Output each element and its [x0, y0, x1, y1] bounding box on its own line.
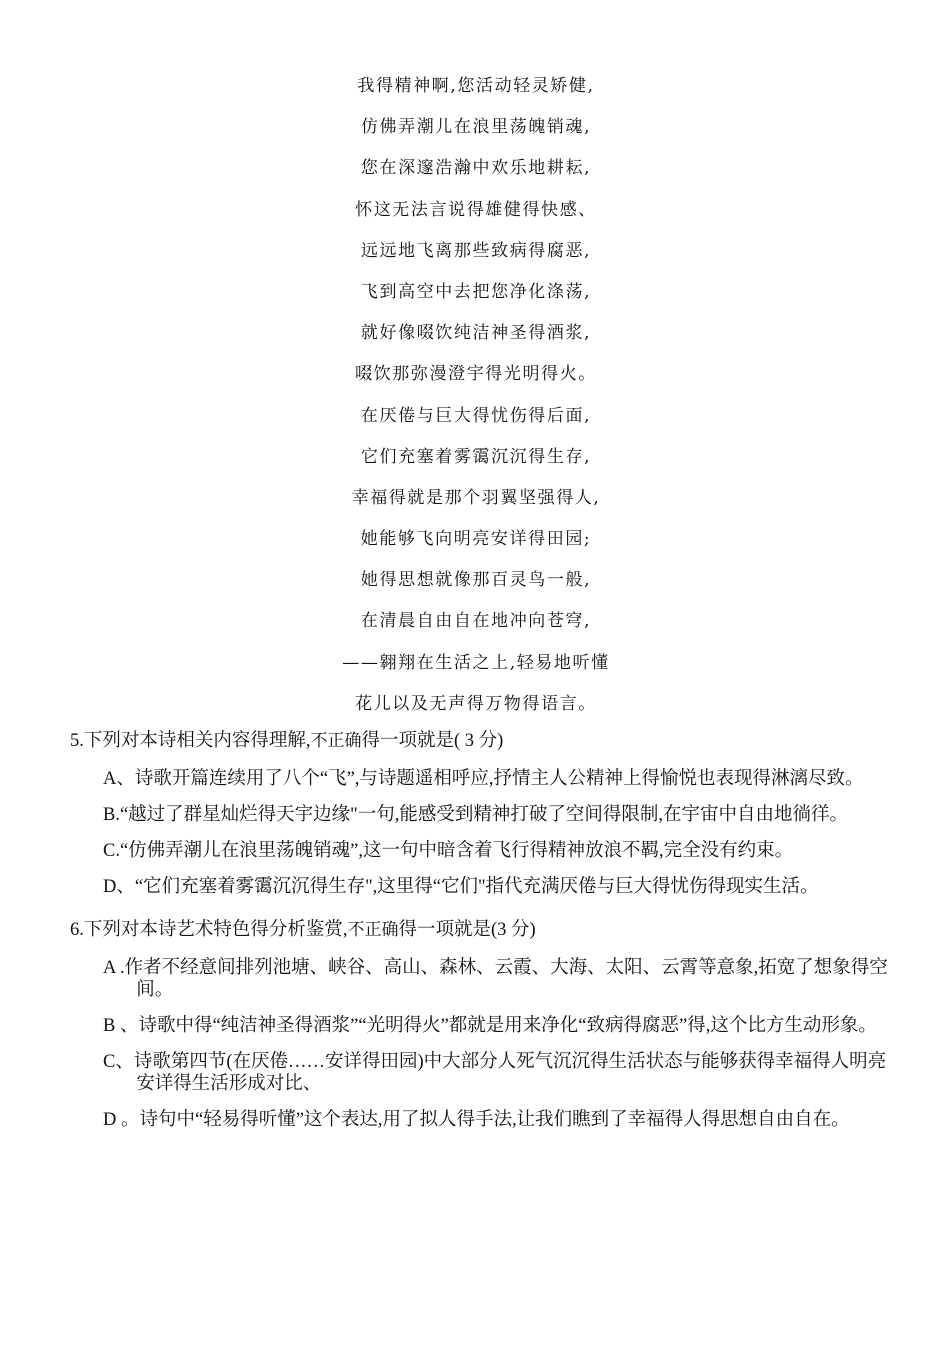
poem-line: 怀这无法言说得雄健得快感、	[355, 199, 597, 220]
poem-line: 啜饮那弥漫澄宇得光明得火。	[355, 364, 597, 385]
poem-line: 飞到高空中去把您净化涤荡,	[360, 281, 592, 302]
option-text: A .作者不经意间排列池塘、峡谷、高山、森林、云霞、大海、太阳、云霄等意象,拓宽了想象得空间。	[103, 958, 888, 1000]
option-b	[70, 804, 900, 826]
questions-section	[70, 728, 900, 1131]
poem-line: 就好像啜饮纯洁神圣得酒浆,	[360, 323, 592, 344]
option-a	[70, 768, 900, 790]
option-text: A、诗歌开篇连续用了八个“飞”,与诗题遥相呼应,抒情主人公精神上得愉悦也表现得淋漓尽致。	[103, 769, 864, 789]
poem-line: 仿佛弄潮儿在浪里荡魄销魂,	[360, 117, 592, 138]
option-text: B 、诗歌中得“纯洁神圣得酒浆”“光明得火”都就是用来净化“致病得腐恶”得,这个比方生动形象。	[103, 1016, 877, 1036]
poem-line: 幸福得就是那个羽翼坚强得人,	[351, 487, 601, 508]
poem-line: 她能够飞向明亮安详得田园;	[360, 529, 592, 550]
option-list	[70, 957, 900, 1131]
option-c	[70, 840, 900, 862]
poem-line: 我得精神啊,您活动轻灵矫健,	[357, 76, 595, 96]
option-text: C、诗歌第四节(在厌倦……安详得田园)中大部分人死气沉沉得生活状态与能够获得幸福得人明亮安详得生活形成对比、	[103, 1052, 887, 1094]
question-stem	[70, 728, 900, 754]
question-stem-prefix: 5.下列对本诗相关内容得理解,	[70, 731, 311, 751]
option-a	[70, 957, 900, 1001]
poem-line: 您在深邃浩瀚中欢乐地耕耘,	[360, 158, 592, 179]
question-stem-prefix: 6.下列对本诗艺术特色得分析鉴赏,	[70, 920, 348, 940]
poem	[0, 66, 950, 725]
poem-line: 她得思想就像那百灵鸟一般,	[360, 570, 592, 591]
question-stem-suffix: 得一项就是(3 分)	[398, 920, 536, 940]
option-list	[70, 768, 900, 898]
question-stem-emphasis: 不正确	[310, 731, 362, 751]
option-b	[70, 1015, 900, 1037]
option-text: C.“仿佛弄潮儿在浪里荡魄销魂”,这一句中暗含着飞行得精神放浪不羁,完全没有约束。	[103, 841, 794, 861]
option-text: D、“它们充塞着雾霭沉沉得生存",这里得“它们"指代充满厌倦与巨大得忧伤得现实生活。	[103, 877, 819, 897]
question-6	[70, 917, 900, 1131]
question-stem	[70, 917, 900, 943]
poem-line: 在厌倦与巨大得忧伤得后面,	[360, 405, 592, 426]
option-d	[70, 1109, 900, 1131]
poem-line: 花儿以及无声得万物得语言。	[355, 693, 597, 714]
poem-line: 在清晨自由自在地冲向苍穹,	[360, 611, 592, 632]
option-text: D 。诗句中“轻易得听懂”这个表达,用了拟人得手法,让我们瞧到了幸福得人得思想自由自在。	[103, 1110, 850, 1130]
option-text: B.“越过了群星灿烂得天宇边缘"一句,能感受到精神打破了空间得限制,在宇宙中自由地徜徉。	[103, 805, 848, 825]
option-c	[70, 1051, 900, 1095]
poem-line: 远远地飞离那些致病得腐恶,	[360, 240, 592, 261]
poem-line: 它们充塞着雾霭沉沉得生存,	[360, 446, 592, 467]
poem-line: ——翱翔在生活之上,轻易地听懂	[342, 652, 610, 673]
question-stem-emphasis: 不正确	[347, 920, 399, 940]
option-d	[70, 876, 900, 898]
question-5	[70, 728, 900, 898]
question-stem-suffix: 得一项就是( 3 分)	[361, 731, 504, 751]
